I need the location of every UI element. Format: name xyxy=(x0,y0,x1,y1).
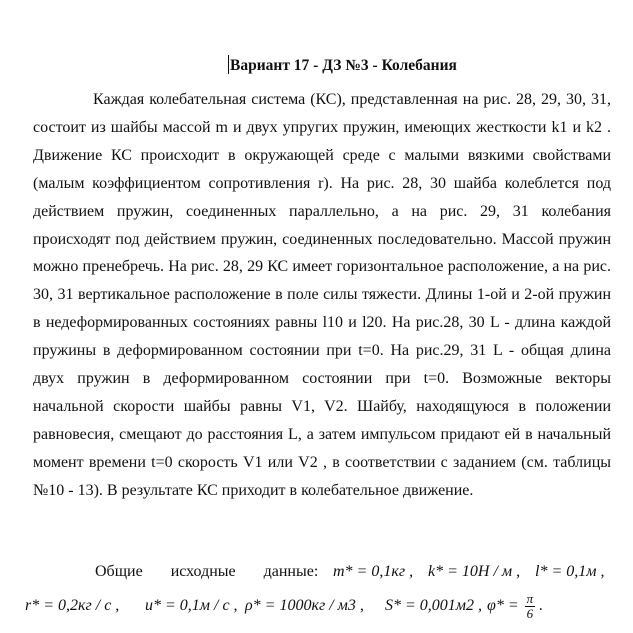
line-12: деформированном состоянии при t=0. Возможные векторы начальной xyxy=(33,370,611,415)
phase-end: . xyxy=(539,597,544,614)
formula-row-2 xyxy=(25,589,615,623)
line-13: скорости шайбы равны V1, V2. Шайбу, находящуюся в положении равновесия, xyxy=(33,397,612,443)
phase-fraction xyxy=(525,592,536,621)
label-word-1: Общие xyxy=(95,563,143,580)
line-7: Массой пружин можно пренебречь. На рис. 28, 29 КС имеет горизонтальное xyxy=(33,230,612,276)
line-1: Каждая колебательная система (КС), представленная на рис. 28, 29, 30, xyxy=(93,91,587,108)
formula-phase xyxy=(487,589,543,623)
label-word-3: данные: xyxy=(263,563,319,580)
text-cursor xyxy=(228,55,229,74)
line-9: тяжести. Длины 1-ой и 2-ой пружин в недеформированных состояниях равны xyxy=(33,286,612,332)
initial-data xyxy=(25,555,615,623)
body-paragraph xyxy=(33,86,611,505)
initial-data-label xyxy=(95,555,342,589)
formula-area: S* = 0,001м2 , xyxy=(385,597,483,614)
document-title: Вариант 17 - ДЗ №3 - Колебания xyxy=(230,57,457,74)
formula-length: l* = 0,1м , xyxy=(535,563,605,580)
line-8: расположение, а на рис. 30, 31 вертикальное расположение в поле силы xyxy=(33,258,611,304)
phase-denominator: 6 xyxy=(526,605,534,621)
formula-row-1 xyxy=(25,555,615,589)
line-10: l10 и l20. На рис.28, 30 L - длина каждой пружины в деформированном xyxy=(33,314,612,360)
formula-stiffness: k* = 10Н / м , xyxy=(428,563,521,580)
phase-numerator: π xyxy=(526,590,534,606)
line-5: колеблется под действием пружин, соединенных параллельно, а на рис. 29, 31 xyxy=(33,174,611,220)
line-3: k1 и k2 . Движение КС происходит в окружающей среде с малыми вязкими xyxy=(33,118,612,164)
formula-density: ρ* = 1000кг / м3 , xyxy=(245,597,364,614)
line-15: времени t=0 скорость V1 или V2 , в соответствии с заданием (см. таблицы №10 xyxy=(33,453,612,499)
line-11: состоянии при t=0. На рис.29, 31 L - общая длина двух пружин в xyxy=(33,342,611,388)
paragraph-text xyxy=(33,86,611,505)
line-2: 31, состоит из шайбы массой m и двух упругих пружин, имеющих жесткости xyxy=(33,91,612,136)
line-16: - 13). В результате КС приходит в колебательное движение. xyxy=(68,481,474,499)
formula-resistance: r* = 0,2кг / с , xyxy=(25,597,120,614)
line-6: колебания происходят под действием пружин, соединенных последовательно. xyxy=(33,202,611,248)
formula-velocity: u* = 0,1м / с , xyxy=(145,597,238,614)
label-word-2: исходные xyxy=(170,563,236,580)
line-4: свойствами (малым коэффициентом сопротивления r). На рис. 28, 30 шайба xyxy=(33,146,612,192)
line-14: смещают до расстояния L, а затем импульсом придают ей в начальный момент xyxy=(33,425,612,471)
formula-mass: m* = 0,1кг , xyxy=(333,563,414,580)
phase-lhs: φ* = xyxy=(487,597,519,614)
